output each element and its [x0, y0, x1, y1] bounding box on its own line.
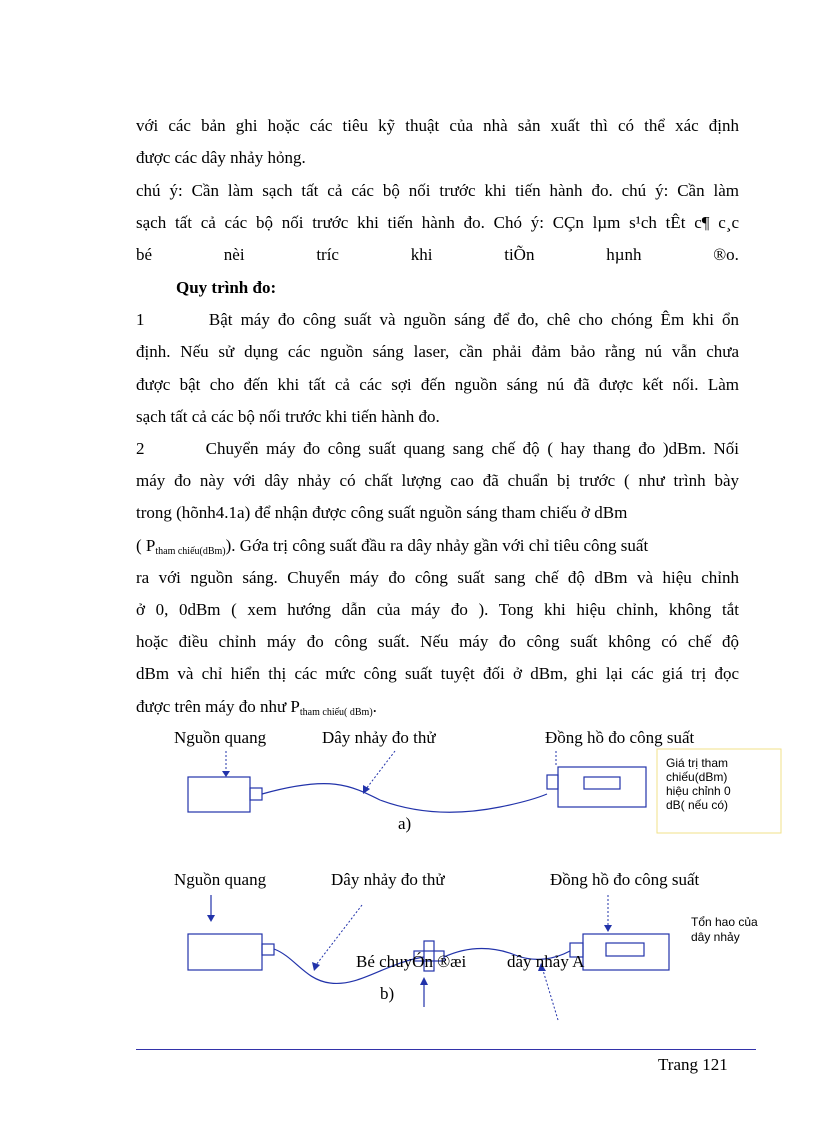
text-line: dBm và chỉ hiển thị các mức công suất tuyệt đối ở dBm, ghi lại các giá trị đọc [136, 664, 739, 683]
word: tríc [316, 245, 339, 264]
text-line: sạch tất cả các bộ nối trước khi tiến hành đo. [136, 407, 440, 426]
word: tiÕn [504, 245, 535, 264]
text-line: sạch tất cả các bộ nối trước khi tiến hành đo. Chó ý: CÇn lµm s¹ch tÊt c¶ c¸c [136, 213, 739, 232]
note-line: chiếu(dBm) [666, 770, 728, 784]
arrowhead [222, 771, 230, 777]
source-label-a: Nguồn quang [174, 728, 267, 747]
loss-note-line: dây nhảy [691, 930, 740, 944]
p-ref-end-subscript: tham chiếu( dBm) [299, 707, 373, 718]
caption-a: a) [398, 814, 412, 833]
text-line-spread [136, 245, 739, 265]
text-line: định. Nếu sử dụng các nguồn sáng laser, cần phải đảm bảo rằng nú vẫn chưa [136, 342, 739, 361]
meter-display-a [584, 777, 620, 789]
light-source-box-a [188, 777, 250, 812]
text-line: được bật cho đến khi tất cả các sợi đến nguồn sáng nú đã được kết nối. Làm [136, 375, 739, 394]
jumper-pointer-a [366, 751, 395, 789]
note-line: Giá trị tham [666, 756, 729, 770]
page-number: Trang 121 [658, 1055, 728, 1074]
power-meter-box-a [558, 767, 646, 807]
text-line: ở 0, 0dBm ( xem hướng dẫn của máy đo ). Tong khi hiệu chỉnh, không tắt [136, 600, 739, 619]
light-source-box-b [188, 934, 262, 970]
text-line: hoặc điều chỉnh máy đo công suất. Nếu máy đo công suất không có chế độ [136, 632, 739, 651]
note-line: hiệu chỉnh 0 [666, 784, 731, 798]
note-line: dB( nếu có) [666, 798, 729, 812]
text-line: được các dây nhảy hỏng. [136, 148, 306, 167]
jumper-a-pointer [542, 967, 558, 1020]
diagram-a [174, 728, 781, 833]
arrowhead [363, 785, 370, 794]
diagram-b [174, 870, 758, 1020]
meter-label-b: Đồng hồ đo công suất [550, 870, 700, 889]
word: khi [410, 245, 433, 264]
source-connector-a [250, 788, 262, 800]
p-ref-end: P [290, 697, 300, 716]
source-connector-b [262, 944, 274, 955]
adapter-label: Bé chuyÓn ®æi [356, 952, 467, 971]
word: nèi [223, 245, 245, 264]
word: hµnh [606, 245, 642, 264]
word: ®o. [713, 245, 739, 264]
arrowhead [207, 915, 215, 922]
jumper-a-label: dây nhảy A [507, 952, 585, 971]
text-line: chú ý: Cần làm sạch tất cả các bộ nối trước khi tiến hành đo. chú ý: Cần làm [136, 181, 739, 200]
footer-rule [136, 1049, 756, 1050]
text-line [136, 536, 739, 557]
text-line: ra với nguồn sáng. Chuyển máy đo công suất sang chế độ dBm và hiệu chỉnh [136, 568, 739, 587]
text-line: trong (hõnh4.1a) để nhận được công suất nguồn sáng tham chiếu ở dBm [136, 503, 628, 522]
text-line-start: được trên máy đo như [136, 697, 287, 716]
p-ref-end-tail: . [372, 697, 377, 716]
text-line: 1 Bật máy đo công suất và nguồn sáng để đo, chê cho chóng Êm khi ổn [136, 310, 739, 329]
jumper-label-a: Dây nhảy đo thử [322, 728, 436, 747]
word: bé [136, 245, 153, 264]
text-line: với các bản ghi hoặc các tiêu kỹ thuật của nhà sản xuất thì có thể xác định [136, 116, 739, 135]
loss-note-line: Tổn hao của [691, 915, 758, 929]
section-heading: Quy trình đo: [176, 278, 277, 297]
caption-b: b) [380, 984, 395, 1003]
arrowhead [420, 977, 428, 985]
fiber-jumper-a [262, 784, 547, 813]
measurement-diagram [0, 715, 816, 1035]
meter-display-b [606, 943, 644, 956]
source-label-b: Nguồn quang [174, 870, 267, 889]
arrowhead [604, 925, 612, 932]
text-line-rest: ). Gớa trị công suất đầu ra dây nhảy gần với chỉ tiêu công suất [225, 536, 649, 555]
p-ref-subscript: tham chiếu(dBm) [155, 546, 226, 557]
text-line: máy đo này với dây nhảy có chất lượng cao đã chuẩn bị trước ( như trình bày [136, 471, 739, 490]
text-line: 2 Chuyển máy đo công suất quang sang chế độ ( hay thang đo )dBm. Nối [136, 439, 739, 458]
meter-label-a: Đồng hồ đo công suất [545, 728, 695, 747]
meter-connector-a [547, 775, 558, 789]
jumper-label-b: Dây nhảy đo thử [331, 870, 445, 889]
p-ref-prefix: ( P [136, 536, 156, 555]
arrowhead [312, 962, 320, 971]
power-meter-box-b [583, 934, 669, 970]
